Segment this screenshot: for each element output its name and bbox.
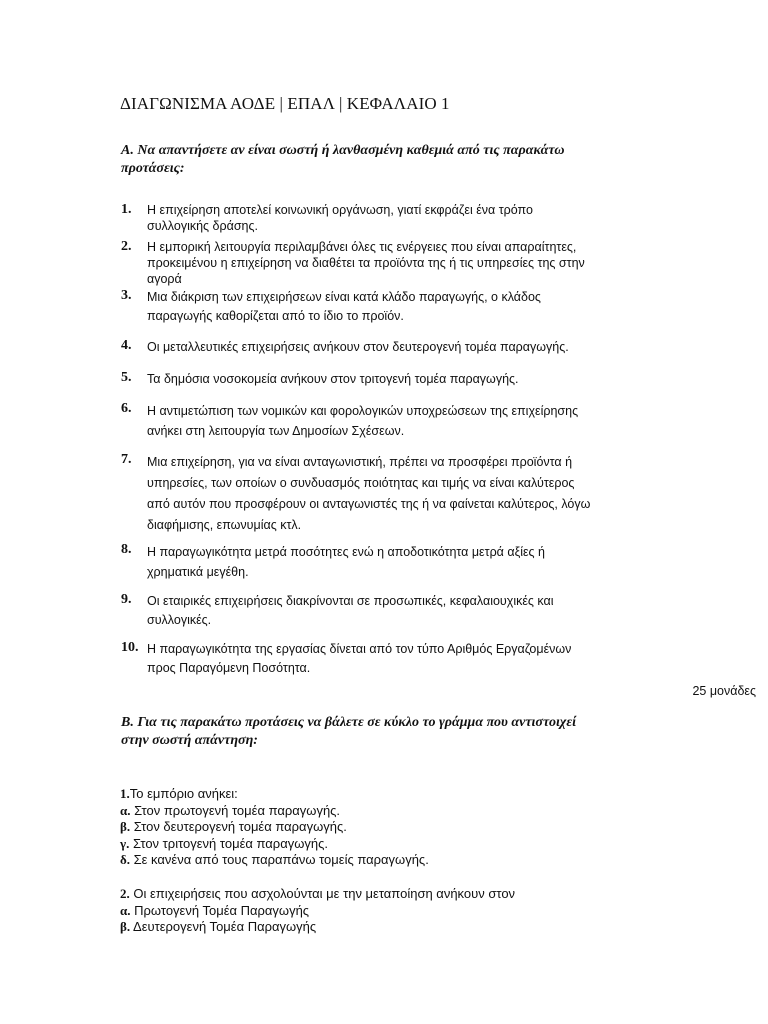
item-line: παραγωγής καθορίζεται από το ίδιο το προϊόν. [147, 309, 404, 323]
item-line: Η εμπορική λειτουργία περιλαμβάνει όλες τις ενέργειες που είναι απαραίτητες, [147, 240, 577, 254]
section-a-heading-line: προτάσεις: [121, 161, 185, 176]
question-number: 1. [120, 786, 130, 801]
multiple-choice-question [120, 786, 680, 869]
item-text [147, 202, 657, 234]
item-text [147, 640, 657, 678]
item-line: συλλογικής δράσης. [147, 219, 258, 233]
item-number: 10. [121, 640, 139, 655]
question-text [120, 886, 680, 903]
item-text [147, 239, 657, 287]
item-line: Τα δημόσια νοσοκομεία ανήκουν στον τριτογενή τομέα παραγωγής. [147, 372, 519, 386]
option-text: Σε κανένα από τους παραπάνω τομείς παραγωγής. [130, 852, 429, 867]
page-title: ΔΙΑΓΩΝΙΣΜΑ ΑΟΔΕ | ΕΠΑΛ | ΚΕΦΑΛΑΙΟ 1 [120, 94, 450, 113]
option-letter: β. [120, 819, 131, 834]
item-line: συλλογικές. [147, 613, 212, 627]
answer-option[interactable] [120, 803, 680, 820]
item-text [147, 370, 657, 389]
item-line: Η παραγωγικότητα της εργασίας δίνεται από τον τύπο Αριθμός Εργαζομένων [147, 642, 572, 656]
question-label: Οι επιχειρήσεις που ασχολούνται με την μεταποίηση ανήκουν στον [129, 886, 516, 901]
option-text: Στον δευτερογενή τομέα παραγωγής. [130, 819, 347, 834]
item-text [147, 338, 657, 357]
item-line: Μια διάκριση των επιχειρήσεων είναι κατά κλάδο παραγωγής, ο κλάδος [147, 290, 541, 304]
points-label: 25 μονάδες [692, 684, 756, 698]
answer-option[interactable] [120, 852, 680, 869]
item-line: χρηματικά μεγέθη. [147, 565, 249, 579]
option-letter: α. [120, 902, 131, 918]
item-line: αγορά [147, 272, 182, 286]
question-label: Το εμπόριο ανήκει: [129, 786, 238, 801]
item-number: 3. [121, 288, 132, 303]
option-letter: δ. [120, 852, 130, 867]
item-line: Οι μεταλλευτικές επιχειρήσεις ανήκουν στον δευτερογενή τομέα παραγωγής. [147, 340, 569, 354]
item-number: 4. [121, 338, 132, 353]
section-b-heading-line: Β. Για τις παρακάτω προτάσεις να βάλετε σε κύκλο το γράμμα που αντιστοιχεί [121, 715, 577, 730]
item-line: Οι εταιρικές επιχειρήσεις διακρίνονται σε προσωπικές, κεφαλαιουχικές και [147, 594, 554, 608]
option-letter: γ. [120, 835, 130, 851]
item-text [147, 288, 657, 326]
answer-option[interactable] [120, 836, 680, 853]
item-number: 6. [121, 401, 132, 416]
option-text: Στον τριτογενή τομέα παραγωγής. [129, 835, 328, 851]
item-number: 5. [121, 370, 132, 385]
item-number: 9. [121, 592, 132, 607]
item-text [147, 592, 657, 630]
item-line: προκειμένου η επιχείρηση να διαθέτει τα προϊόντα της ή τις υπηρεσίες της στην [147, 256, 585, 270]
item-number: 7. [121, 452, 132, 467]
item-line: Η αντιμετώπιση των νομικών και φορολογικών υποχρεώσεων της επιχείρησης [147, 404, 579, 418]
item-line: υπηρεσίες, των οποίων ο συνδυασμός ποιότητας και τιμής να είναι καλύτερος [147, 476, 575, 490]
item-line: προς Παραγόμενη Ποσότητα. [147, 661, 311, 675]
answer-option[interactable] [120, 919, 680, 936]
question-number: 2. [120, 886, 130, 901]
option-letter: α. [120, 802, 131, 818]
item-line: ανήκει στη λειτουργία των Δημοσίων Σχέσεων. [147, 424, 405, 438]
multiple-choice-question [120, 886, 680, 936]
question-text [120, 786, 680, 803]
section-a-heading [121, 142, 661, 178]
item-line: διαφήμισης, επωνυμίας κτλ. [147, 518, 302, 532]
option-text: Πρωτογενή Τομέα Παραγωγής [130, 902, 310, 918]
option-text: Δευτερογενή Τομέα Παραγωγής [130, 919, 317, 934]
item-line: Η επιχείρηση αποτελεί κοινωνική οργάνωση, γιατί εκφράζει ένα τρόπο [147, 203, 533, 217]
item-text [147, 452, 657, 536]
item-text [147, 401, 657, 441]
item-number: 8. [121, 542, 132, 557]
section-a-heading-line: Α. Να απαντήσετε αν είναι σωστή ή λανθασμένη καθεμιά από τις παρακάτω [121, 143, 565, 158]
item-line: Μια επιχείρηση, για να είναι ανταγωνιστική, πρέπει να προσφέρει προϊόντα ή [147, 455, 573, 469]
item-text [147, 542, 657, 582]
item-number: 2. [121, 239, 132, 254]
item-line: από αυτόν που προσφέρουν οι ανταγωνιστές της ή να φαίνεται καλύτερος, λόγω [147, 497, 591, 511]
section-b-heading-line: στην σωστή απάντηση: [121, 733, 258, 748]
section-b-heading [121, 714, 661, 750]
item-line: Η παραγωγικότητα μετρά ποσότητες ενώ η αποδοτικότητα μετρά αξίες ή [147, 545, 545, 559]
answer-option[interactable] [120, 903, 680, 920]
item-number: 1. [121, 202, 132, 217]
option-text: Στον πρωτογενή τομέα παραγωγής. [130, 802, 341, 818]
answer-option[interactable] [120, 819, 680, 836]
option-letter: β. [120, 919, 131, 934]
